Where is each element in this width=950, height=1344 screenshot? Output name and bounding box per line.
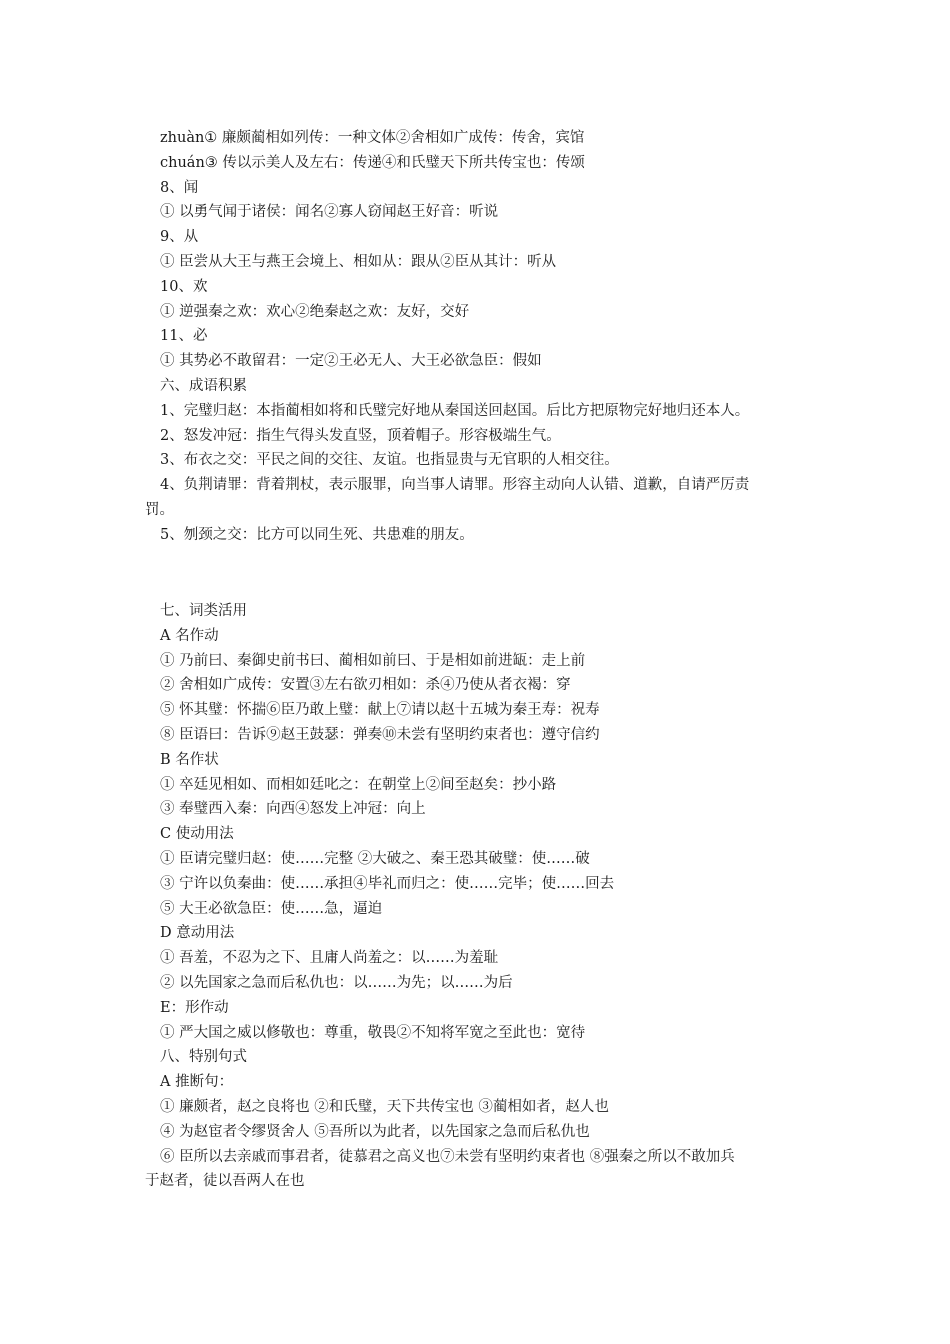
subheading: A 推断句： [160,1074,234,1091]
subheading: B 名作状 [160,751,219,768]
text-line: ⑥ 臣所以去亲戚而事君者，徒慕君之高义也⑦未尝有坚明约束者也 ⑧强秦之所以不敢加兵 [160,1148,735,1165]
text-line: ② 舍相如广成传：安置③左右欲刃相如：杀④乃使从者衣褐：穿 [160,677,571,694]
section-heading-word-class: 七、词类活用 [160,603,247,619]
text-line: zhuàn① 廉颇蔺相如列传：一种文体②舍相如广成传：传舍，宾馆 [160,130,585,146]
heading-wen: 8、闻 [160,179,199,196]
idiom-item: 5、刎颈之交：比方可以同生死、共患难的朋友。 [160,526,474,543]
section-heading-idioms: 六、成语积累 [160,377,247,394]
subheading: C 使动用法 [160,826,234,843]
idiom-item-continuation: 罚。 [145,501,174,518]
text-line: ① 严大国之威以修敬也：尊重，敬畏②不知将军宽之至此也：宽待 [160,1024,586,1041]
subheading: E：形作动 [160,999,229,1016]
text-line: chuán③ 传以示美人及左右：传递④和氏璧天下所共传宝也：传颂 [160,154,585,171]
section-vocabulary-and-idioms [145,126,815,548]
text-line: ⑤ 大王必欲急臣：使……急，逼迫 [160,900,383,917]
text-line: ③ 奉璧西入秦：向西④怒发上冲冠：向上 [160,801,426,818]
text-line: ① 臣尝从大王与燕王会境上、相如从：跟从②臣从其计：听从 [160,253,557,270]
text-line: ① 臣请完璧归赵：使……完整 ②大破之、秦王恐其破璧：使……破 [160,850,590,867]
text-line: ① 卒廷见相如、而相如廷叱之：在朝堂上②间至赵矣：抄小路 [160,776,557,793]
idiom-item: 2、怒发冲冠：指生气得头发直竖，顶着帽子。形容极端生气。 [160,427,561,444]
idiom-item: 4、负荆请罪：背着荆杖，表示服罪，向当事人请罪。形容主动向人认错、道歉，自请严厉责 [160,477,750,494]
text-line: ① 乃前曰、秦御史前书曰、蔺相如前曰、于是相如前进缻：走上前 [160,652,586,669]
subheading: A 名作动 [160,627,219,644]
text-line: ① 逆强秦之欢：欢心②绝秦赵之欢：友好，交好 [160,303,470,320]
text-line: ⑤ 怀其璧：怀揣⑥臣乃敢上璧：献上⑦请以赵十五城为秦王寿：祝寿 [160,702,600,719]
heading-bi: 11、必 [160,328,208,345]
idiom-item: 1、完璧归赵：本指蔺相如将和氏璧完好地从秦国送回赵国。后比方把原物完好地归还本人。 [160,402,750,419]
heading-cong: 9、从 [160,229,199,246]
text-line: ① 其势必不敢留君：一定②王必无人、大王必欲急臣：假如 [160,353,542,370]
section-heading-sentence-patterns: 八、特别句式 [160,1049,247,1066]
text-line: ① 吾羞，不忍为之下、且庸人尚羞之：以……为羞耻 [160,950,499,967]
text-line: ① 以勇气闻于诸侯：闻名②寡人窃闻赵王好音：听说 [160,204,499,221]
text-line: ① 廉颇者，赵之良将也 ②和氏璧，天下共传宝也 ③蔺相如者，赵人也 [160,1098,609,1115]
text-line: ② 以先国家之急而后私仇也：以……为先；以……为后 [160,974,513,991]
section-word-usage-and-sentences [145,599,815,1194]
subheading: D 意动用法 [160,925,235,942]
text-line: ⑧ 臣语曰：告诉⑨赵王鼓瑟：弹奏⑩未尝有坚明约束者也：遵守信约 [160,726,600,743]
idiom-item: 3、布衣之交：平民之间的交往、友谊。也指显贵与无官职的人相交往。 [160,452,619,469]
text-line: ③ 宁许以负秦曲：使……承担④毕礼而归之：使……完毕；使……回去 [160,875,615,892]
text-line: ④ 为赵宦者令缪贤舍人 ⑤吾所以为此者，以先国家之急而后私仇也 [160,1123,590,1140]
heading-huan: 10、欢 [160,278,208,295]
text-line-continuation: 于赵者，徒以吾两人在也 [145,1173,305,1190]
